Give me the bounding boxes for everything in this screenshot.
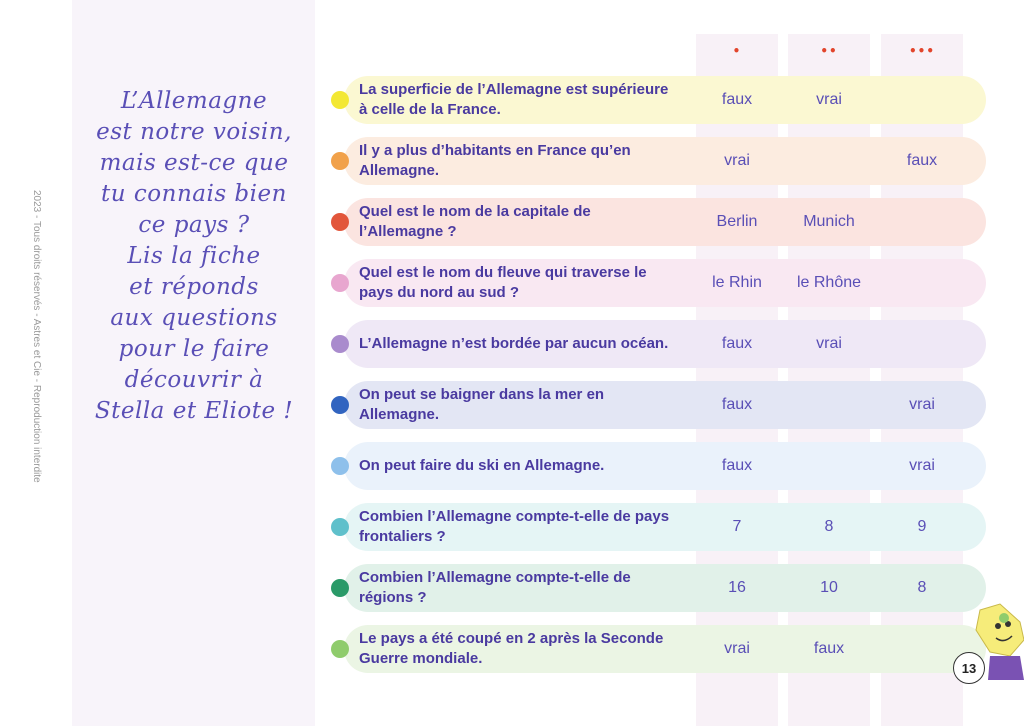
answer-option-level-1[interactable]: vrai [724, 640, 750, 657]
intro-line: découvrir à [124, 367, 264, 393]
question-color-dot [331, 274, 349, 292]
copyright-notice: 2023 - Tous droits réservés - Astres et Cie - Reproduction interdite [31, 190, 42, 483]
level-header-2: •• [820, 44, 838, 58]
answer-option-level-1[interactable]: faux [721, 91, 753, 108]
question-text: Combien l’Allemagne compte-t-elle de régions ? [359, 569, 631, 606]
question-text: La superficie de l’Allemagne est supérieure à celle de la France. [359, 81, 669, 118]
intro-line: et réponds [129, 274, 259, 300]
answer-option-level-2[interactable]: vrai [816, 91, 842, 108]
answer-option-level-1[interactable]: 7 [732, 518, 742, 535]
answer-option-level-2[interactable]: le Rhône [796, 274, 862, 291]
answer-option-level-3[interactable]: 8 [917, 579, 927, 596]
answer-option-level-2[interactable]: vrai [816, 335, 842, 352]
question-text: Le pays a été coupé en 2 après la Seconde Guerre mondiale. [359, 630, 664, 667]
intro-line: Lis la fiche [127, 243, 261, 269]
intro-line: pour le faire [118, 336, 270, 362]
intro-line: aux questions [110, 305, 278, 331]
answer-option-level-1[interactable]: 16 [728, 579, 746, 596]
answer-option-level-2[interactable]: Munich [803, 213, 855, 230]
question-color-dot [331, 335, 349, 353]
question-color-dot [331, 91, 349, 109]
answer-option-level-1[interactable]: vrai [724, 152, 750, 169]
level-header-1: • [732, 44, 742, 58]
answer-option-level-1[interactable]: faux [721, 457, 753, 474]
question-text: Quel est le nom de la capitale de l’Allemagne ? [359, 203, 591, 240]
answer-option-level-2[interactable]: faux [813, 640, 845, 657]
question-color-dot [331, 213, 349, 231]
question-text: Quel est le nom du fleuve qui traverse le pays du nord au sud ? [359, 264, 647, 301]
answer-option-level-2[interactable]: 8 [824, 518, 834, 535]
question-color-dot [331, 152, 349, 170]
answer-option-level-1[interactable]: le Rhin [712, 274, 762, 291]
intro-line: Stella et Eliote ! [94, 398, 294, 424]
page-number: 13 [953, 652, 985, 684]
question-text: Il y a plus d’habitants en France qu’en Allemagne. [359, 142, 631, 179]
question-text: Combien l’Allemagne compte-t-elle de pays frontaliers ? [359, 508, 670, 545]
answer-option-level-2[interactable]: 10 [820, 579, 838, 596]
answer-option-level-1[interactable]: faux [721, 396, 753, 413]
answer-option-level-1[interactable]: faux [721, 335, 753, 352]
question-color-dot [331, 457, 349, 475]
intro-text [84, 86, 304, 427]
answer-option-level-3[interactable]: faux [906, 152, 938, 169]
question-text: On peut se baigner dans la mer en Allemagne. [359, 386, 605, 423]
answer-option-level-3[interactable]: vrai [909, 457, 935, 474]
star-mascot-illustration [960, 600, 1024, 726]
question-text: On peut faire du ski en Allemagne. [359, 457, 605, 474]
intro-line: mais est-ce que [99, 150, 289, 176]
answer-option-level-3[interactable]: 9 [917, 518, 927, 535]
intro-line: tu connais bien [101, 181, 287, 207]
level-header-3: ••• [908, 44, 935, 58]
question-color-dot [331, 640, 349, 658]
question-text: L’Allemagne n’est bordée par aucun océan. [359, 335, 669, 352]
intro-line: ce pays ? [138, 212, 250, 238]
answer-option-level-1[interactable]: Berlin [716, 213, 758, 230]
answer-option-level-3[interactable]: vrai [909, 396, 935, 413]
question-color-dot [331, 396, 349, 414]
intro-line: est notre voisin, [96, 119, 292, 145]
question-color-dot [331, 579, 349, 597]
question-color-dot [331, 518, 349, 536]
intro-line: L’Allemagne [120, 88, 268, 114]
